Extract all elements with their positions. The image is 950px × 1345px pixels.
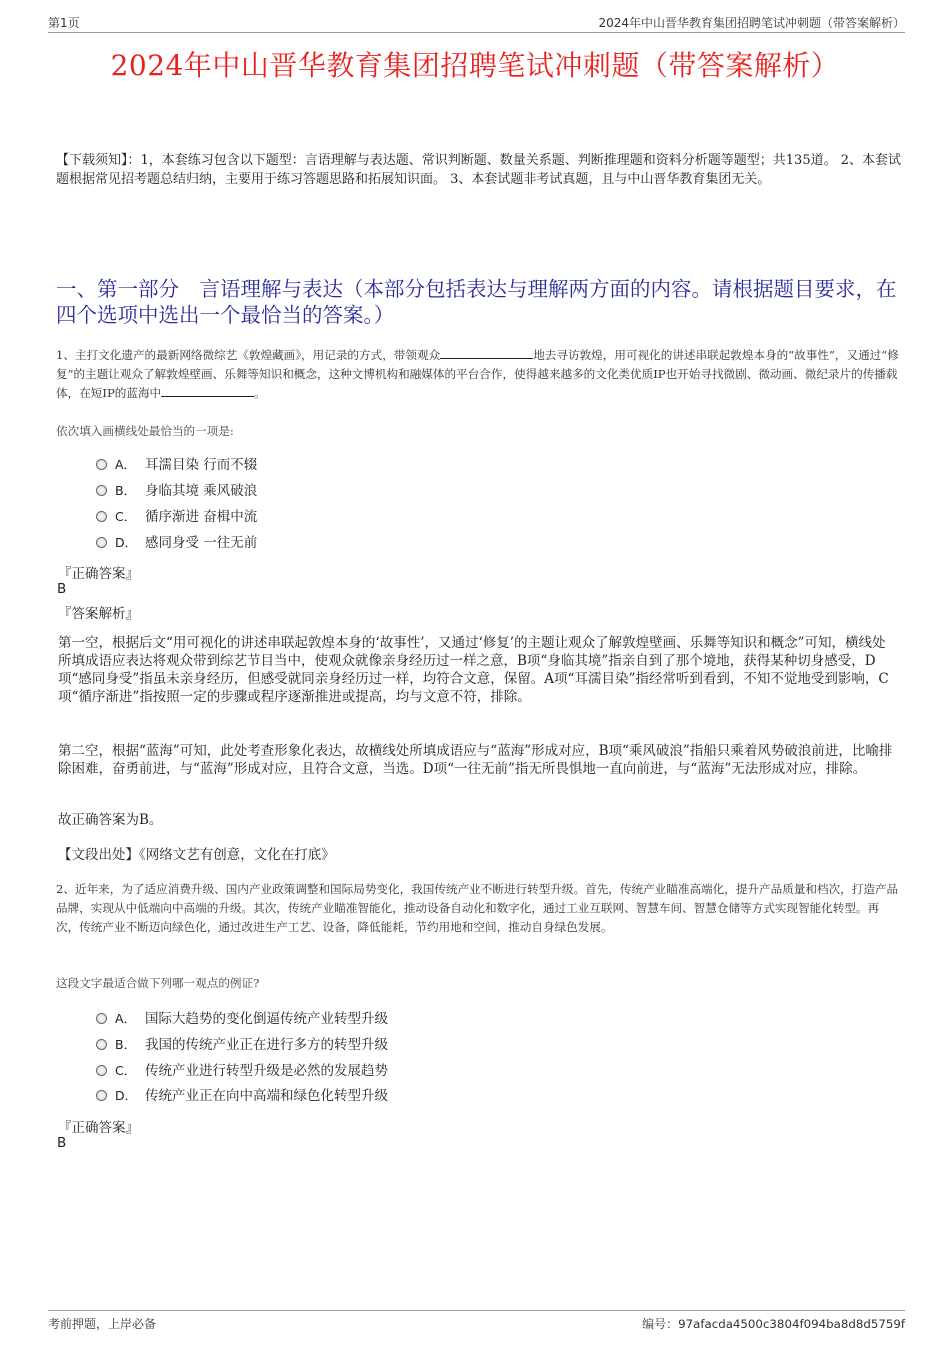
fill-blank-2	[161, 386, 254, 397]
radio-icon[interactable]	[96, 459, 107, 470]
correct-answer-2: B	[57, 1135, 67, 1151]
question-2-text: 2、近年来，为了适应消费升级、国内产业政策调整和国际局势变化，我国传统产业不断进行转型升级。首先，传统产业瞄准高端化，提升产品质量和档次，打造产品品牌，实现从中低端向中高端的升级。其次，传统产业瞄准智能化，推动设备自动化和数字化，通过工业互联网、智慧车间、智慧仓储等方式实现智能化转型。再次，传统产业不断迈向绿色化，通过改进生产工艺、设备，降低能耗，节约用地和空间，推动自身绿色发展。	[56, 882, 899, 934]
radio-icon[interactable]	[96, 511, 107, 522]
page-header	[48, 12, 905, 33]
radio-icon[interactable]	[96, 485, 107, 496]
page-footer	[48, 1310, 905, 1335]
source-citation: 【文段出处】《网络文艺有创意，文化在打底》	[58, 847, 335, 863]
radio-icon[interactable]	[96, 1039, 107, 1050]
q2-option-d[interactable]: D． 传统产业正在向中高端和绿色化转型升级	[96, 1086, 388, 1106]
q2-option-b[interactable]: B． 我国的传统产业正在进行多方的转型升级	[96, 1035, 388, 1055]
q2-option-a[interactable]: A． 国际大趋势的变化倒逼传统产业转型升级	[96, 1009, 388, 1029]
question-1-text: 1、主打文化遗产的最新网络微综艺《敦煌藏画》，用记录的方式，带领观众 地去寻访敦煌，用可视化的讲述串联起敦煌本身的“故事性”，又通过“修复”的主题让观众了解敦煌壁画、乐舞等知识和概念，这种文博机构和融媒体的平台合作，使得越来越多的文化类优质IP也开始寻找微剧、微动画、微纪录片的传播载体，在短IP的蓝海中 。	[56, 348, 899, 400]
correct-answer-label-2: 『正确答案』	[58, 1120, 139, 1136]
question-1-prompt: 依次填入画横线处最恰当的一项是:	[56, 424, 234, 438]
q1-option-b[interactable]: B． 身临其境 乘风破浪	[96, 481, 257, 501]
correct-answer-label-1: 『正确答案』	[58, 566, 139, 582]
page-number: 第1页	[48, 16, 80, 30]
document-title: 2024年中山晋华教育集团招聘笔试冲刺题（带答案解析）	[110, 49, 840, 82]
q1-option-a[interactable]: A． 耳濡目染 行而不辍	[96, 455, 257, 475]
running-title: 2024年中山晋华教育集团招聘笔试冲刺题（带答案解析）	[598, 16, 905, 30]
analysis-paragraph-1: 第一空，根据后文“用可视化的讲述串联起敦煌本身的‘故事性’，又通过‘修复’的主题让观众了解敦煌壁画、乐舞等知识和概念”可知，横线处所填成语应表达将观众带到综艺节目当中，使观众就像亲身经历过一样之意，B项“身临其境”指亲自到了那个境地，获得某种切身感受，D项“感同身受”指虽未亲身经历，但感受就同亲身经历过一样，均符合文意，保留。A项“耳濡目染”指经常听到看到，不知不觉地受到影响，C项“循序渐进”指按照一定的步骤或程序逐渐推进或提高，均与文意不符，排除。	[58, 635, 889, 705]
question-2-prompt: 这段文字最适合做下列哪一观点的例证?	[56, 976, 260, 990]
analysis-conclusion: 故正确答案为B。	[58, 812, 163, 828]
analysis-paragraph-2: 第二空，根据“蓝海”可知，此处考查形象化表达，故横线处所填成语应与“蓝海”形成对应，B项“乘风破浪”指船只乘着风势破浪前进，比喻排除困难，奋勇前进，与“蓝海”形成对应，且符合文意，当选。D项“一往无前”指无所畏惧地一直向前进，与“蓝海”无法形成对应，排除。	[58, 743, 893, 777]
radio-icon[interactable]	[96, 1065, 107, 1076]
q1-option-c[interactable]: C． 循序渐进 奋楫中流	[96, 507, 257, 527]
fill-blank-1	[440, 348, 533, 359]
download-notice: 【下载须知】：1，本套练习包含以下题型：言语理解与表达题、常识判断题、数量关系题、判断推理题和资料分析题等题型；共135道。 2、本套试题根据常见招考题总结归纳，主要用于练习答题思路和拓展知识面。 3、本套试题非考试真题，且与中山晋华教育集团无关。	[56, 153, 901, 187]
section-heading: 一、第一部分 言语理解与表达（本部分包括表达与理解两方面的内容。请根据题目要求，在四个选项中选出一个最恰当的答案。）	[56, 277, 897, 327]
document-code: 编号：97afacda4500c3804f094ba8d8d5759f	[642, 1317, 905, 1331]
radio-icon[interactable]	[96, 537, 107, 548]
analysis-label-1: 『答案解析』	[58, 606, 139, 622]
q1-option-d[interactable]: D． 感同身受 一往无前	[96, 533, 257, 553]
radio-icon[interactable]	[96, 1090, 107, 1101]
radio-icon[interactable]	[96, 1013, 107, 1024]
q2-option-c[interactable]: C． 传统产业进行转型升级是必然的发展趋势	[96, 1061, 388, 1081]
footer-slogan: 考前押题，上岸必备	[48, 1317, 157, 1331]
correct-answer-1: B	[57, 581, 67, 597]
